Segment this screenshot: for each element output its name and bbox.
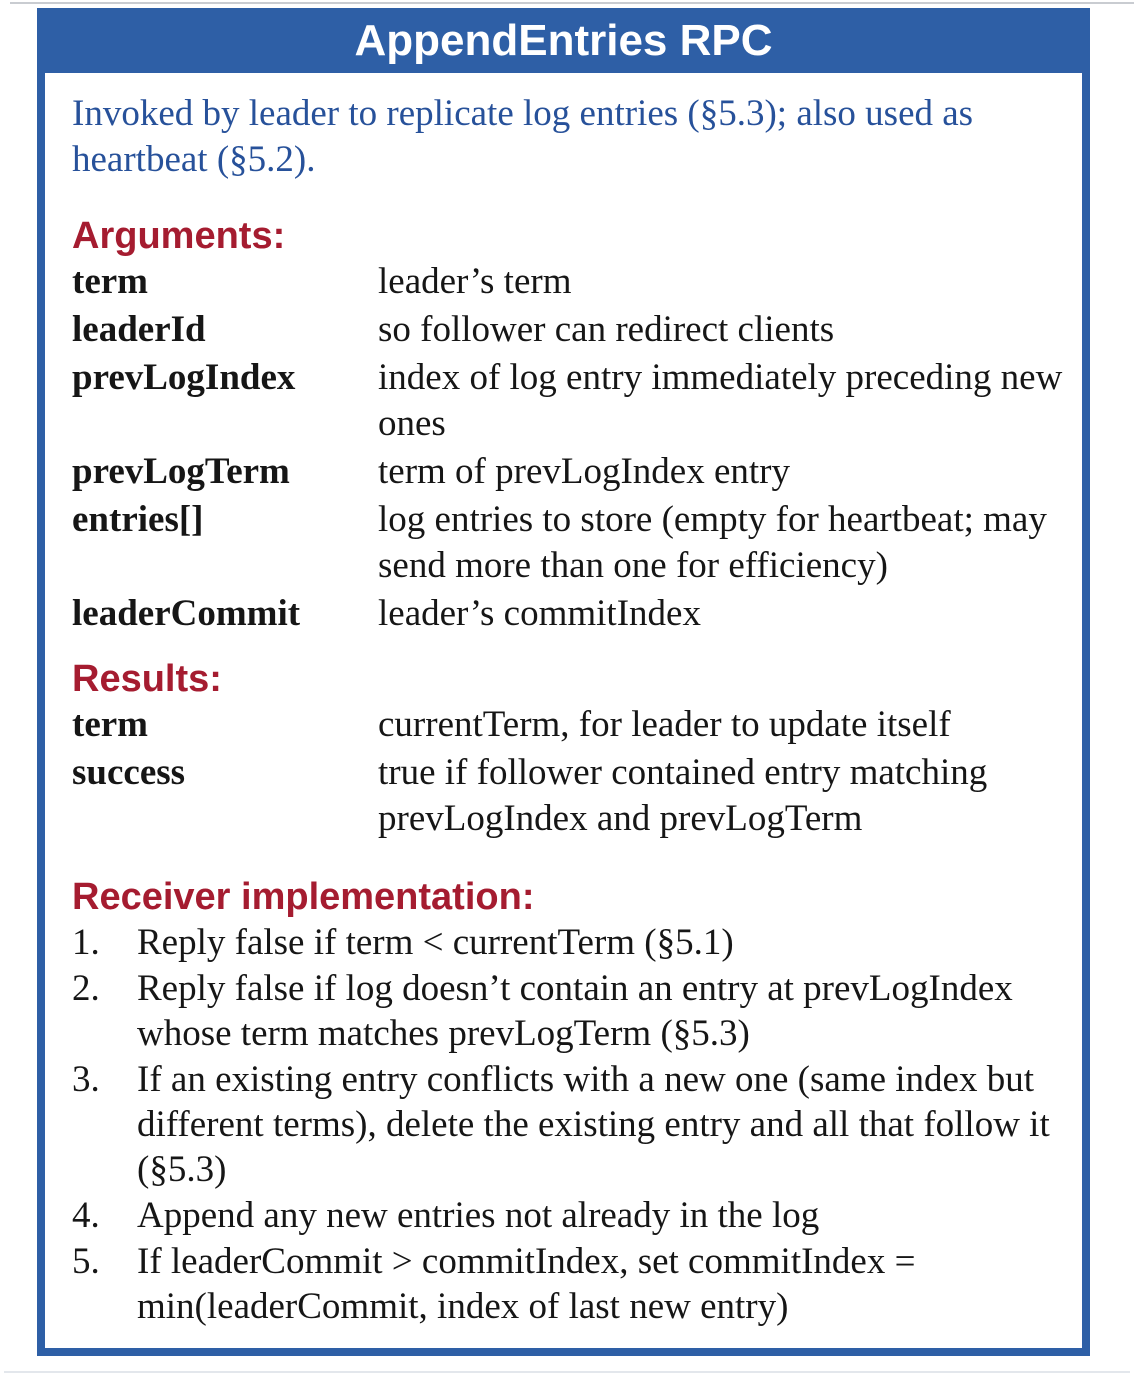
- step-text: If leaderCommit > commitIndex, set commitIndex = min(leaderCommit, index of last new entry): [137, 1241, 916, 1327]
- argument-name: prevLogTerm: [72, 451, 290, 492]
- step-number: 3.: [72, 1059, 100, 1100]
- result-name: success: [72, 752, 186, 793]
- argument-row: [72, 259, 1078, 305]
- argument-name: entries[]: [72, 499, 204, 540]
- result-name: term: [72, 704, 148, 745]
- argument-desc: term of prevLogIndex entry: [378, 451, 790, 492]
- argument-name: leaderCommit: [72, 593, 301, 634]
- argument-name: prevLogIndex: [72, 357, 296, 398]
- step-number: 1.: [72, 922, 100, 963]
- result-desc: currentTerm, for leader to update itself: [378, 704, 951, 745]
- argument-row: [72, 591, 1078, 637]
- figure-title-bar: [45, 16, 1082, 73]
- figure-title: AppendEntries RPC: [354, 15, 773, 65]
- receiver-step: [72, 1057, 1078, 1192]
- argument-desc: index of log entry immediately preceding new ones: [378, 357, 1063, 444]
- arguments-heading: Arguments:: [72, 215, 286, 257]
- step-number: 5.: [72, 1241, 100, 1282]
- figure-body: [45, 91, 1082, 1329]
- argument-row: [72, 449, 1078, 495]
- argument-desc: so follower can redirect clients: [378, 309, 835, 350]
- argument-name: leaderId: [72, 309, 206, 350]
- result-desc: true if follower contained entry matching prevLogIndex and prevLogTerm: [378, 752, 988, 839]
- argument-name: term: [72, 261, 148, 302]
- receiver-step: [72, 920, 1078, 965]
- receiver-step: [72, 966, 1078, 1056]
- argument-row: [72, 497, 1078, 589]
- page-bottom-rule: [4, 1371, 1130, 1373]
- figure-intro-text: Invoked by leader to replicate log entries (§5.3); also used as heartbeat (§5.2).: [72, 93, 974, 180]
- step-number: 2.: [72, 968, 100, 1009]
- argument-desc: log entries to store (empty for heartbeat; may send more than one for efficiency): [378, 499, 1047, 586]
- argument-row: [72, 355, 1078, 447]
- argument-row: [72, 307, 1078, 353]
- step-text: Reply false if term < currentTerm (§5.1): [137, 922, 734, 963]
- receiver-step: [72, 1193, 1078, 1238]
- receiver-implementation-heading: Receiver implementation:: [72, 876, 535, 918]
- argument-desc: leader’s term: [378, 261, 572, 302]
- result-row: [72, 750, 1078, 842]
- result-row: [72, 702, 1078, 748]
- step-text: If an existing entry conflicts with a new one (same index but different terms), delete the existing entry and all that follow it (§5.3): [137, 1059, 1050, 1190]
- argument-desc: leader’s commitIndex: [378, 593, 701, 634]
- step-text: Reply false if log doesn’t contain an entry at prevLogIndex whose term matches prevLogTerm (§5.3): [137, 968, 1013, 1054]
- results-heading: Results:: [72, 658, 222, 700]
- page-top-rule: [10, 2, 1134, 4]
- step-text: Append any new entries not already in the log: [137, 1195, 820, 1236]
- step-number: 4.: [72, 1195, 100, 1236]
- append-entries-rpc-figure: [37, 8, 1090, 1356]
- receiver-step: [72, 1239, 1078, 1329]
